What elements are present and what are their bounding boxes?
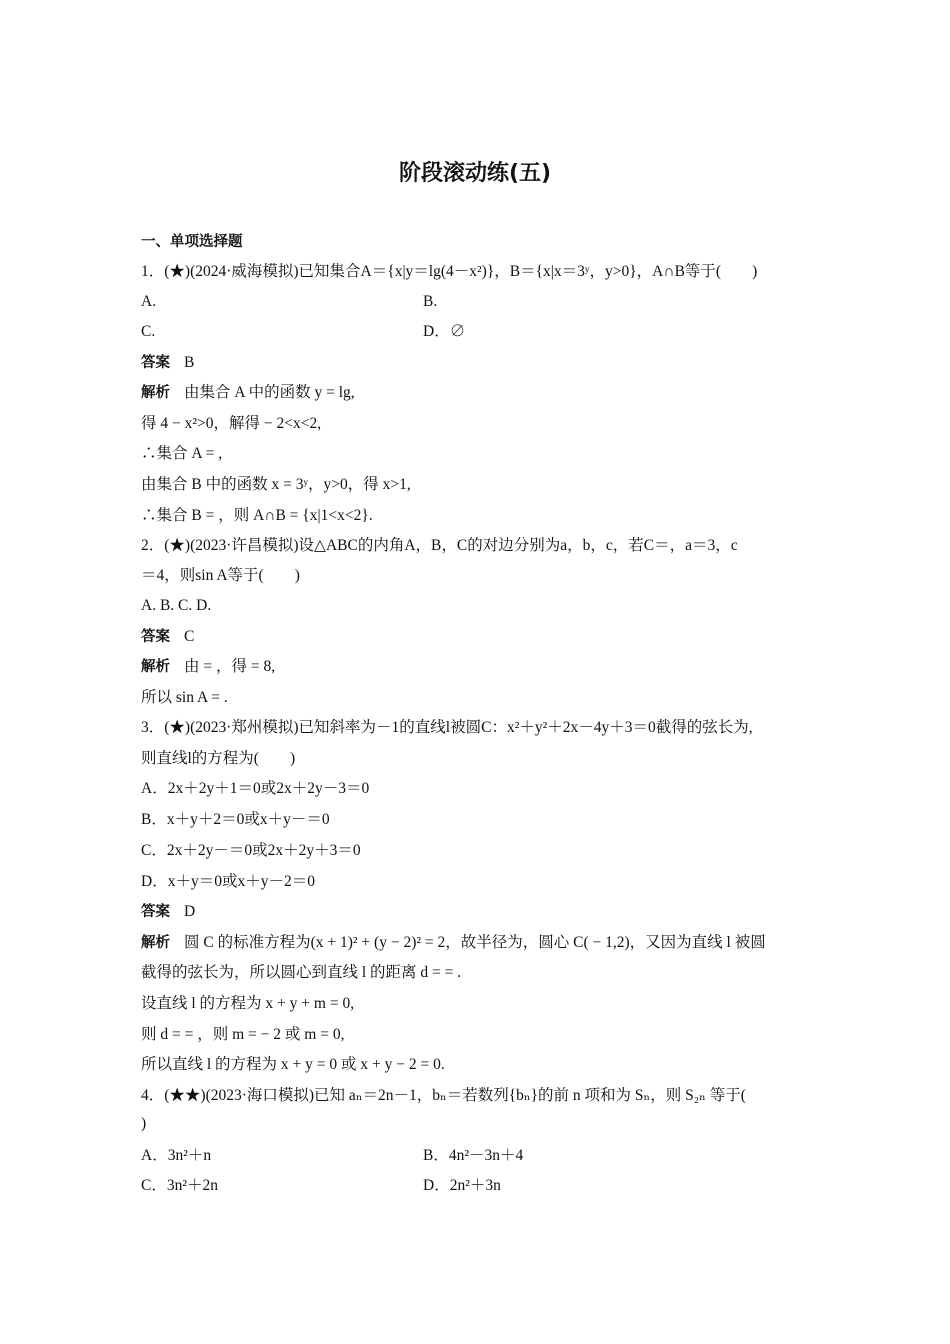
- answer-label: 答案: [141, 355, 170, 371]
- q2-analysis-text: 由 = ，得 = 8,: [184, 658, 276, 675]
- page-title: 阶段滚动练(五): [398, 161, 552, 186]
- q2-stem-cont: ＝4，则sin A等于( ): [141, 567, 300, 584]
- q3-analysis-line: [141, 933, 766, 953]
- section-heading: 一、单项选择题: [141, 234, 243, 250]
- q3-analysis-line: 则 d = = ，则 m = − 2 或 m = 0,: [141, 1026, 345, 1043]
- q3-answer: [141, 902, 195, 922]
- q2-answer: [141, 627, 194, 647]
- q1-answer-value: B: [184, 354, 195, 371]
- q4-option-a: A．3n²＋n: [141, 1147, 212, 1164]
- q3-analysis-line: 设直线 l 的方程为 x + y + m = 0,: [141, 995, 355, 1012]
- q1-option-a: A.: [141, 293, 157, 310]
- q1-analysis-line: ∴集合 B = ，则 A∩B = {x|1<x<2}.: [141, 507, 373, 524]
- q4-options-row2: [141, 1176, 841, 1196]
- q3-answer-value: D: [184, 903, 196, 920]
- q2-options: A. B. C. D.: [141, 597, 212, 614]
- answer-label: 答案: [141, 904, 170, 920]
- q1-option-b: B.: [423, 293, 438, 310]
- q2-answer-value: C: [184, 628, 195, 645]
- q4-option-d: D．2n²＋3n: [423, 1177, 501, 1194]
- q1-stem: 1．(★)(2024·威海模拟)已知集合A＝{x|y＝lg(4－x²)}，B＝{x|x＝3ʸ，y>0}，A∩B等于( ): [141, 263, 758, 280]
- q3-option-b: B．x＋y＋2＝0或x＋y－＝0: [141, 811, 330, 828]
- q1-option-c: C.: [141, 323, 156, 340]
- q3-stem: 3．(★)(2023·郑州模拟)已知斜率为－1的直线l被圆C：x²＋y²＋2x－4y＋3＝0截得的弦长为,: [141, 719, 753, 736]
- analysis-label: 解析: [141, 935, 170, 951]
- q1-analysis-line: 得 4 − x²>0，解得 − 2<x<2,: [141, 415, 322, 432]
- q4-option-b: B．4n²－3n＋4: [423, 1147, 524, 1164]
- q1-option-d: D．∅: [423, 323, 466, 340]
- q3-stem-cont: 则直线l的方程为( ): [141, 750, 296, 767]
- q3-analysis-text: 圆 C 的标准方程为(x + 1)² + (y − 2)² = 2，故半径为，圆心 C( − 1,2)，又因为直线 l 被圆: [184, 934, 766, 951]
- q2-stem: 2．(★)(2023·许昌模拟)设△ABC的内角A，B，C的对边分别为a，b，c，若C＝，a＝3，c: [141, 537, 738, 554]
- q1-analysis-text: 由集合 A 中的函数 y = lg,: [184, 384, 355, 401]
- q1-options-row1: [141, 292, 841, 312]
- q1-answer: [141, 353, 194, 373]
- q1-analysis-line: [141, 383, 355, 403]
- q1-analysis-line: 由集合 B 中的函数 x = 3ʸ，y>0，得 x>1,: [141, 476, 411, 493]
- q3-option-a: A．2x＋2y＋1＝0或2x＋2y－3＝0: [141, 780, 370, 797]
- q3-analysis-line: 所以直线 l 的方程为 x + y = 0 或 x + y − 2 = 0.: [141, 1056, 445, 1073]
- q1-options-row2: [141, 322, 841, 342]
- q3-option-c: C．2x＋2y－＝0或2x＋2y＋3＝0: [141, 842, 361, 859]
- q3-option-d: D．x＋y＝0或x＋y－2＝0: [141, 873, 315, 890]
- q4-stem: 4．(★★)(2023·海口模拟)已知 aₙ＝2n－1，bₙ＝若数列{bₙ}的前 n 项和为 Sₙ，则 S₂ₙ 等于(: [141, 1087, 746, 1104]
- analysis-label: 解析: [141, 659, 170, 675]
- q2-analysis-line: [141, 657, 275, 677]
- q4-stem-cont: ): [141, 1115, 147, 1132]
- answer-label: 答案: [141, 629, 170, 645]
- q4-option-c: C．3n²＋2n: [141, 1177, 218, 1194]
- analysis-label: 解析: [141, 385, 170, 401]
- q1-analysis-line: ∴集合 A = ,: [141, 445, 223, 462]
- q2-analysis-line: 所以 sin A = .: [141, 689, 228, 706]
- q4-options-row1: [141, 1146, 841, 1166]
- q3-analysis-line: 截得的弦长为，所以圆心到直线 l 的距离 d = = .: [141, 964, 462, 981]
